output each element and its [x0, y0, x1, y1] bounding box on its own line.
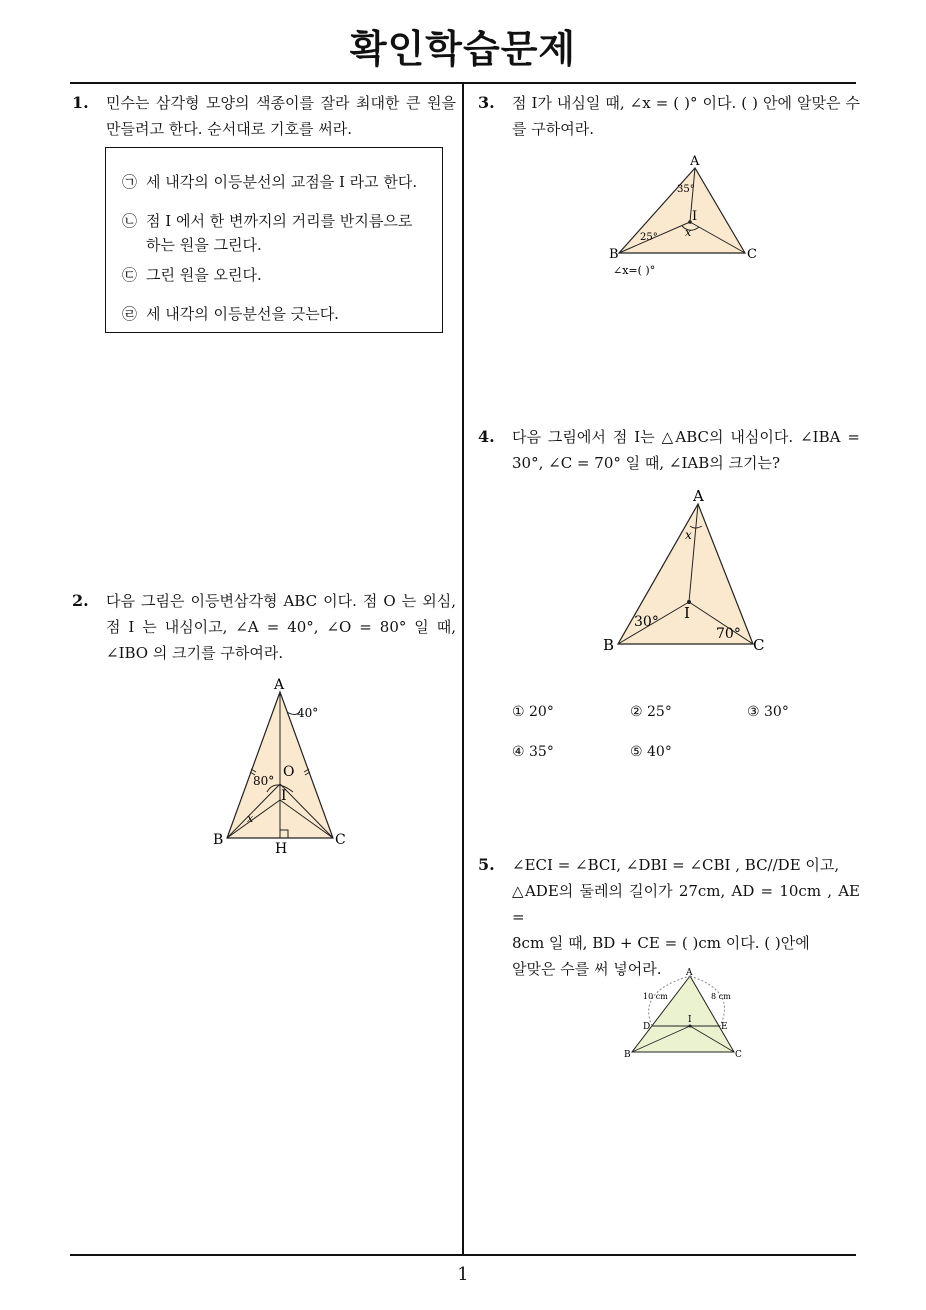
label-a: A	[686, 968, 693, 978]
label-x: x	[685, 528, 692, 542]
choice-2[interactable]: ② 25°	[630, 704, 672, 720]
figure-isosceles-triangle	[205, 672, 355, 857]
figure-parallel-triangle	[622, 966, 752, 1066]
problem-5	[478, 852, 860, 982]
column-divider	[462, 82, 464, 1256]
label-c: C	[335, 832, 346, 848]
bottom-rule	[70, 1254, 856, 1256]
label-i: I	[281, 788, 287, 804]
label-a: A	[690, 154, 700, 169]
label-angle-a: 40°	[297, 706, 319, 720]
label-i: I	[684, 604, 690, 622]
problem-text: 점 I가 내심일 때, ∠x = ( )° 이다. ( ) 안에 알맞은 수를 구하여라.	[512, 94, 860, 138]
step-item: ㉡ 점 I 에서 한 변까지의 거리를 반지름으로 하는 원을 그린다.	[122, 212, 413, 254]
problem-1	[72, 90, 456, 142]
steps-box	[105, 147, 443, 333]
problem-3	[478, 90, 860, 142]
answer-label: ∠x=( )°	[613, 264, 656, 277]
step-item: ㉢ 그린 원을 오린다.	[122, 266, 262, 284]
problem-number: 1.	[72, 93, 89, 112]
label-c: C	[735, 1050, 742, 1060]
label-b: B	[609, 247, 619, 262]
step-item: ㉣ 세 내각의 이등분선을 긋는다.	[122, 305, 339, 323]
problem-number: 2.	[72, 591, 89, 610]
figure-incenter-triangle	[607, 150, 767, 280]
page-title: 확인학습문제	[349, 27, 577, 71]
page-number: 1	[457, 1264, 469, 1285]
problem-number: 5.	[478, 855, 495, 874]
problem-number: 3.	[478, 93, 495, 112]
label-i: I	[692, 209, 698, 224]
label-o: O	[283, 764, 295, 780]
label-angle-o: 80°	[253, 774, 275, 788]
choice-5[interactable]: ⑤ 40°	[630, 744, 672, 760]
label-angle-70: 70°	[716, 626, 741, 642]
label-x: x	[685, 226, 692, 239]
label-b: B	[603, 636, 615, 654]
label-c: C	[753, 636, 765, 654]
label-a: A	[274, 677, 285, 693]
choice-4[interactable]: ④ 35°	[512, 744, 554, 760]
label-x: x	[247, 812, 254, 825]
label-c: C	[747, 247, 757, 262]
figure-triangle-abc	[598, 486, 778, 656]
label-b: B	[213, 832, 224, 848]
label-angle-30: 30°	[634, 614, 659, 630]
label-ae: 8 cm	[711, 992, 731, 1001]
label-h: H	[275, 841, 288, 857]
answer-choices	[512, 700, 862, 780]
label-a: A	[693, 487, 704, 505]
label-d: D	[643, 1022, 651, 1032]
problem-text: 민수는 삼각형 모양의 색종이를 잘라 최대한 큰 원을 만들려고 한다. 순서대로 기호를 써라.	[106, 94, 456, 138]
label-angle-35: 35°	[677, 184, 695, 195]
problem-text: 다음 그림은 이등변삼각형 ABC 이다. 점 O 는 외심, 점 I 는 내심이고, ∠A = 40°, ∠O = 80° 일 때, ∠IBO 의 크기를 구하여라.	[106, 592, 456, 662]
step-item: ㉠ 세 내각의 이등분선의 교점을 I 라고 한다.	[122, 173, 418, 191]
choice-1[interactable]: ① 20°	[512, 704, 554, 720]
problem-4	[478, 424, 860, 476]
problem-2	[72, 588, 456, 666]
problem-number: 4.	[478, 427, 495, 446]
choice-3[interactable]: ③ 30°	[747, 704, 789, 720]
problem-text: 다음 그림에서 점 I는 △ABC의 내심이다. ∠IBA = 30°, ∠C = 70° 일 때, ∠IAB의 크기는?	[512, 428, 860, 472]
label-b: B	[624, 1050, 631, 1060]
label-e: E	[721, 1022, 728, 1032]
label-ad: 10 cm	[643, 992, 668, 1001]
problem-text: ∠ECI = ∠BCI, ∠DBI = ∠CBI , BC//DE 이고, △ADE의 둘레의 길이가 27cm, AD = 10cm , AE = 8cm 일 때, BD + CE = ( )cm 이다. ( )안에 알맞은 수를 써 넣어라.	[512, 856, 860, 978]
label-i: I	[688, 1015, 692, 1025]
label-angle-25: 25°	[640, 232, 658, 243]
